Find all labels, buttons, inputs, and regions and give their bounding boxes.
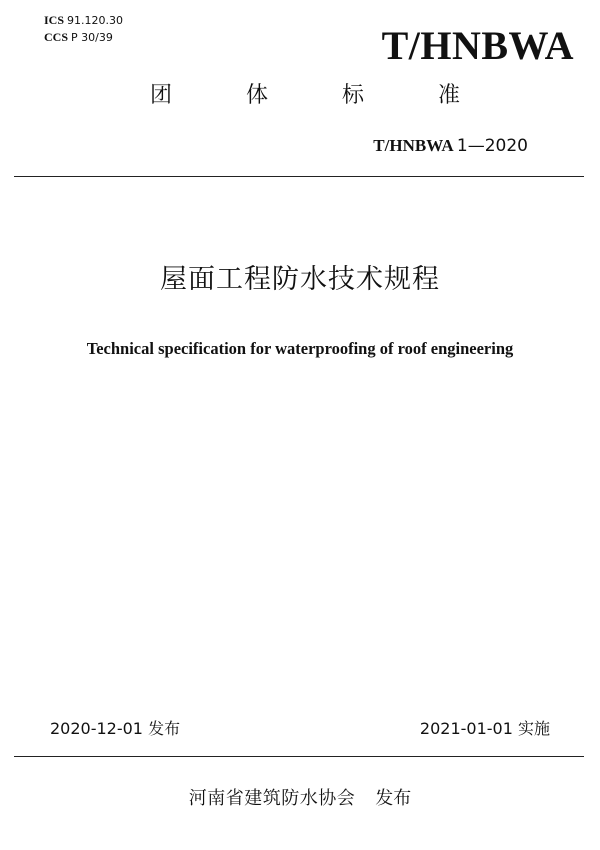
implementation-date: 2021-01-01 实施: [419, 719, 550, 738]
standard-type-char: 体: [245, 83, 268, 108]
ccs-label: CCS: [44, 30, 69, 44]
document-title-zh: 屋面工程防水技术规程: [160, 264, 440, 295]
standard-type-char: 团: [150, 83, 173, 108]
bottom-divider: [14, 756, 584, 757]
document-title-en: Technical specification for waterproofing of roof engineering: [86, 339, 514, 358]
standard-type-char: 准: [437, 83, 460, 108]
publisher-action: 发布: [375, 788, 412, 809]
standard-number-prefix: T/HNBWA: [373, 136, 453, 155]
ics-line: [44, 12, 123, 29]
classification-codes: [44, 12, 123, 46]
standard-type-char: 标: [341, 83, 364, 108]
ccs-line: [44, 29, 123, 46]
publisher-line: [0, 785, 600, 813]
publisher-org: 河南省建筑防水协会: [188, 788, 356, 809]
ics-label: ICS: [44, 13, 65, 27]
top-divider: [14, 176, 584, 177]
standard-code-logo: T/HNBWA: [381, 23, 574, 68]
issue-date: 2020-12-01 发布: [50, 719, 181, 738]
standard-type: [150, 80, 460, 112]
ccs-value: P 30/39: [71, 31, 113, 44]
standard-number: [373, 134, 528, 158]
standard-number-suffix: 1—2020: [456, 136, 528, 156]
ics-value: 91.120.30: [67, 14, 123, 27]
